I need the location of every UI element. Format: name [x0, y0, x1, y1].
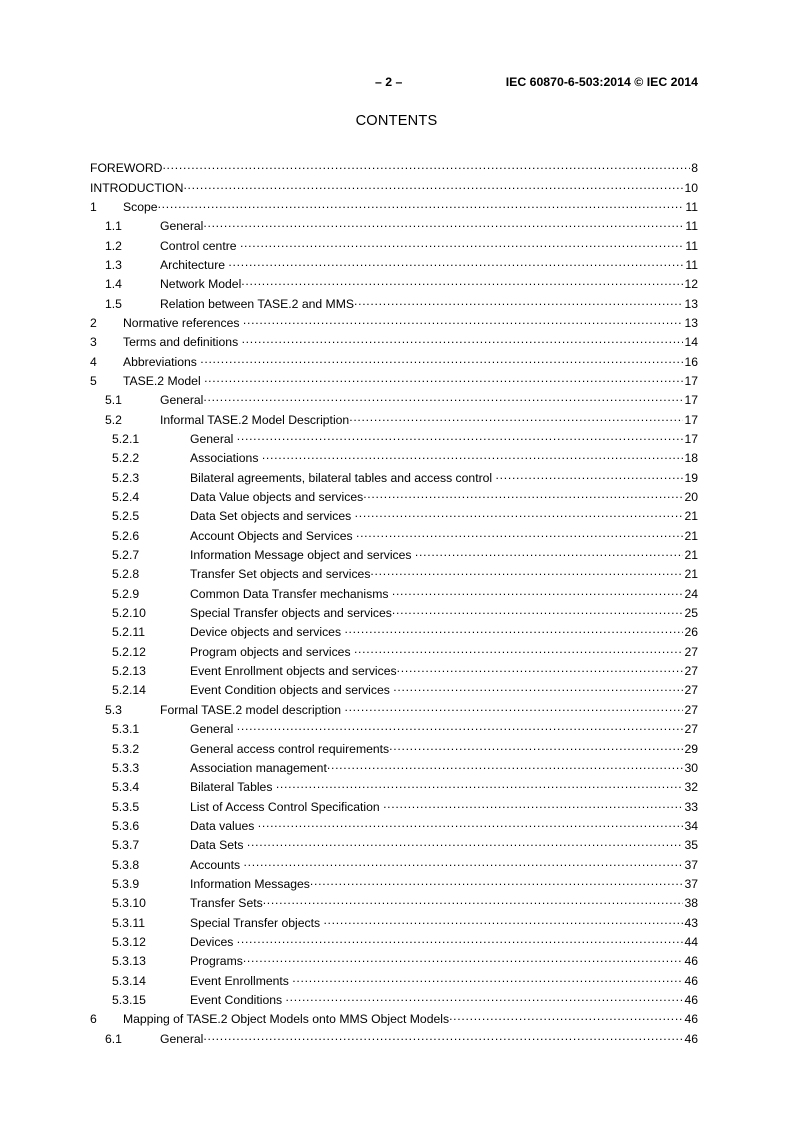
toc-entry-page-number: 24: [684, 586, 698, 601]
toc-entry-page-number: 44: [684, 934, 698, 949]
toc-entry-label: Special Transfer objects: [190, 915, 324, 930]
toc-entry[interactable]: [90, 760, 698, 779]
toc-entry-page-number: 27: [684, 644, 698, 659]
toc-dot-leader: [183, 179, 683, 191]
toc-entry[interactable]: [90, 528, 698, 547]
toc-entry[interactable]: [90, 431, 698, 450]
toc-entry-label: TASE.2 Model: [123, 373, 205, 388]
toc-entry-label: Scope: [123, 199, 158, 214]
toc-entry[interactable]: [90, 895, 698, 914]
toc-entry-label: Bilateral agreements, bilateral tables and access control: [190, 470, 496, 485]
toc-entry[interactable]: [90, 779, 698, 798]
toc-entry-page-number: 8: [691, 161, 698, 176]
toc-entry[interactable]: [90, 818, 698, 837]
toc-dot-leader: [354, 644, 684, 656]
toc-entry-page-number: 46: [684, 1031, 698, 1046]
toc-entry-page-number: 17: [684, 412, 698, 427]
toc-entry-label: Information Messages: [190, 876, 310, 891]
toc-entry[interactable]: [90, 934, 698, 953]
toc-dot-leader: [310, 876, 684, 888]
toc-entry-page-number: 11: [685, 199, 698, 214]
toc-entry[interactable]: [90, 624, 698, 643]
toc-entry-page-number: 17: [684, 393, 698, 408]
toc-entry-number: 5.2.9: [112, 586, 140, 601]
toc-dot-leader: [354, 295, 683, 307]
toc-entry-number: 1: [90, 199, 97, 214]
toc-entry-page-number: 16: [684, 354, 698, 369]
toc-entry-label: Data Value objects and services: [190, 490, 364, 505]
toc-entry-page-number: 32: [684, 780, 698, 795]
toc-entry-number: 5.2.5: [112, 509, 140, 524]
toc-entry-label: General: [160, 393, 204, 408]
toc-entry-number: 5.3.13: [112, 954, 146, 969]
toc-entry-number: 6: [90, 1012, 97, 1027]
toc-entry[interactable]: [90, 315, 698, 334]
toc-entry-label: Normative references: [123, 315, 243, 330]
toc-entry-label: Event Enrollments: [190, 973, 293, 988]
toc-dot-leader: [243, 315, 684, 327]
toc-entry-number: 1.1: [105, 219, 122, 234]
toc-dot-leader: [363, 489, 683, 501]
toc-entry[interactable]: [90, 953, 698, 972]
toc-entry-number: 1.2: [105, 238, 122, 253]
toc-dot-leader: [237, 431, 684, 443]
toc-entry-number: 5.3.15: [112, 992, 146, 1007]
toc-entry-number: 5.3.7: [112, 838, 140, 853]
toc-entry-label: Bilateral Tables: [190, 780, 276, 795]
toc-entry-page-number: 21: [684, 548, 698, 563]
toc-entry-number: 5.3.5: [112, 799, 140, 814]
toc-entry-label: Association management: [190, 760, 327, 775]
toc-dot-leader: [344, 624, 683, 636]
toc-entry-page-number: 27: [684, 664, 698, 679]
toc-dot-leader: [243, 953, 684, 965]
toc-entry-label: Associations: [190, 451, 262, 466]
toc-entry-page-number: 46: [684, 1012, 698, 1027]
toc-entry-label: Formal TASE.2 model description: [160, 702, 345, 717]
toc-entry[interactable]: [90, 644, 698, 663]
toc-entry[interactable]: [90, 721, 698, 740]
toc-entry-page-number: 21: [684, 528, 698, 543]
toc-dot-leader: [276, 779, 684, 791]
toc-entry-number: 5.3: [105, 702, 122, 717]
toc-entry-number: 5.2.2: [112, 451, 140, 466]
toc-dot-leader: [383, 798, 683, 810]
toc-entry-label: Devices: [190, 934, 237, 949]
toc-entry-number: 5: [90, 373, 97, 388]
toc-entry[interactable]: [90, 353, 698, 372]
toc-entry-page-number: 27: [684, 722, 698, 737]
toc-dot-leader: [389, 740, 683, 752]
toc-entry[interactable]: [90, 411, 698, 430]
toc-entry-label: General: [190, 722, 237, 737]
toc-entry-label: Account Objects and Services: [190, 528, 356, 543]
toc-entry-label: Data Set objects and services: [190, 509, 355, 524]
toc-entry[interactable]: [90, 160, 698, 179]
toc-entry-number: 5.3.1: [112, 722, 140, 737]
toc-entry-page-number: 26: [684, 625, 698, 640]
toc-entry-number: 5.2.14: [112, 683, 146, 698]
toc-dot-leader: [415, 547, 684, 559]
toc-entry-number: 5.2.4: [112, 490, 140, 505]
toc-entry-page-number: 14: [684, 335, 698, 350]
table-of-contents: [90, 160, 698, 1050]
toc-dot-leader: [344, 702, 683, 714]
toc-entry-label: List of Access Control Specification: [190, 799, 384, 814]
toc-entry-page-number: 38: [684, 896, 698, 911]
toc-dot-leader: [258, 818, 684, 830]
toc-entry-number: 6.1: [105, 1031, 122, 1046]
toc-entry-label: General access control requirements: [190, 741, 390, 756]
toc-entry-number: 2: [90, 315, 97, 330]
toc-entry-label: Abbreviations: [123, 354, 201, 369]
toc-dot-leader: [323, 914, 683, 926]
toc-entry-label: Event Enrollment objects and services: [190, 664, 397, 679]
toc-entry-number: 5.2.7: [112, 548, 140, 563]
toc-dot-leader: [263, 895, 684, 907]
toc-entry[interactable]: [90, 373, 698, 392]
toc-entry[interactable]: [90, 702, 698, 721]
toc-entry-number: 5.3.10: [112, 896, 146, 911]
toc-entry[interactable]: [90, 605, 698, 624]
toc-dot-leader: [228, 257, 684, 269]
toc-entry[interactable]: [90, 489, 698, 508]
toc-entry-label: Data Sets: [190, 838, 247, 853]
toc-entry-number: 5.2: [105, 412, 122, 427]
toc-entry-label: General: [190, 432, 237, 446]
toc-entry-number: 5.2.1: [112, 432, 140, 446]
toc-entry-label: Information Message object and services: [190, 548, 415, 563]
toc-entry-label: Event Conditions: [190, 992, 286, 1007]
toc-entry-label: Special Transfer objects and services: [190, 606, 392, 621]
toc-entry-page-number: 37: [684, 876, 698, 891]
toc-entry[interactable]: [90, 876, 698, 895]
toc-entry-label: Control centre: [160, 238, 240, 253]
toc-entry[interactable]: [90, 547, 698, 566]
toc-entry[interactable]: [90, 586, 698, 605]
toc-entry-page-number: 21: [684, 567, 698, 582]
toc-entry[interactable]: [90, 1030, 698, 1049]
toc-entry-number: 5.2.6: [112, 528, 140, 543]
toc-dot-leader: [247, 837, 684, 849]
toc-entry-page-number: 35: [684, 838, 698, 853]
toc-entry-page-number: 21: [684, 509, 698, 524]
toc-entry-number: 1.3: [105, 257, 122, 272]
toc-entry[interactable]: [90, 179, 698, 198]
toc-entry[interactable]: [90, 470, 698, 489]
toc-entry-label: FOREWORD: [90, 161, 163, 176]
toc-entry[interactable]: [90, 199, 698, 218]
toc-dot-leader: [349, 411, 683, 423]
toc-dot-leader: [496, 470, 684, 482]
toc-entry-number: 5.2.8: [112, 567, 140, 582]
toc-dot-leader: [204, 373, 683, 385]
toc-dot-leader: [397, 663, 684, 675]
toc-entry-label: Architecture: [160, 257, 229, 272]
toc-dot-leader: [242, 334, 684, 346]
page-title: CONTENTS: [355, 113, 438, 129]
toc-dot-leader: [392, 586, 684, 598]
toc-entry-page-number: 46: [684, 954, 698, 969]
toc-entry-label: Network Model: [160, 277, 242, 292]
toc-entry[interactable]: [90, 508, 698, 527]
toc-entry-label: Program objects and services: [190, 644, 354, 659]
toc-entry[interactable]: [90, 295, 698, 314]
toc-entry-label: Common Data Transfer mechanisms: [190, 586, 392, 601]
toc-entry[interactable]: [90, 257, 698, 276]
toc-entry-number: 4: [90, 354, 97, 369]
toc-entry-number: 5.1: [105, 393, 122, 408]
toc-entry-number: 5.2.3: [112, 470, 140, 485]
toc-entry-label: Terms and definitions: [123, 335, 242, 350]
toc-entry-page-number: 27: [684, 702, 698, 717]
toc-entry-page-number: 30: [684, 760, 698, 775]
toc-entry-page-number: 10: [684, 180, 698, 195]
toc-entry-number: 1.5: [105, 296, 122, 311]
toc-entry-number: 5.2.12: [112, 644, 146, 659]
running-header: [90, 74, 698, 90]
toc-entry-label: Informal TASE.2 Model Description: [160, 412, 350, 427]
toc-entry-label: Device objects and services: [190, 625, 345, 640]
toc-entry-page-number: 37: [684, 857, 698, 872]
toc-entry[interactable]: [90, 450, 698, 469]
document-reference: IEC 60870-6-503:2014 © IEC 2014: [505, 75, 698, 89]
toc-dot-leader: [158, 199, 685, 211]
toc-dot-leader: [393, 682, 683, 694]
toc-entry[interactable]: [90, 914, 698, 933]
toc-entry-number: 3: [90, 335, 97, 350]
toc-entry[interactable]: [90, 566, 698, 585]
toc-dot-leader: [370, 566, 683, 578]
toc-entry-label: General: [160, 219, 204, 234]
toc-entry[interactable]: [90, 992, 698, 1011]
toc-entry-page-number: 20: [684, 490, 698, 505]
toc-entry-page-number: 34: [684, 818, 698, 833]
toc-entry-number: 5.3.6: [112, 818, 140, 833]
toc-entry-page-number: 17: [684, 373, 698, 388]
toc-entry-page-number: 25: [684, 606, 698, 621]
toc-entry-number: 5.2.13: [112, 664, 146, 679]
toc-dot-leader: [203, 1030, 683, 1042]
toc-dot-leader: [237, 721, 684, 733]
toc-entry[interactable]: [90, 237, 698, 256]
toc-dot-leader: [237, 934, 684, 946]
toc-entry-number: 5.3.11: [112, 915, 145, 930]
toc-entry[interactable]: [90, 1011, 698, 1030]
toc-entry-label: INTRODUCTION: [90, 180, 184, 195]
toc-entry-number: 5.3.9: [112, 876, 140, 891]
toc-entry-page-number: 12: [684, 277, 698, 292]
toc-entry-label: Accounts: [190, 857, 244, 872]
toc-entry[interactable]: [90, 276, 698, 295]
toc-dot-leader: [292, 972, 683, 984]
toc-entry-number: 5.3.14: [112, 973, 146, 988]
toc-dot-leader: [244, 856, 684, 868]
toc-dot-leader: [241, 276, 683, 288]
toc-entry-number: 5.3.12: [112, 934, 146, 949]
toc-entry-page-number: 13: [684, 296, 698, 311]
toc-entry-page-number: 43: [684, 915, 698, 930]
toc-entry[interactable]: [90, 218, 698, 237]
toc-entry-number: 1.4: [105, 277, 122, 292]
toc-entry-number: 5.3.8: [112, 857, 140, 872]
toc-dot-leader: [356, 528, 683, 540]
toc-entry[interactable]: [90, 837, 698, 856]
toc-dot-leader: [200, 353, 683, 365]
toc-dot-leader: [355, 508, 684, 520]
toc-entry-page-number: 19: [684, 470, 698, 485]
toc-entry-label: Event Condition objects and services: [190, 683, 394, 698]
toc-dot-leader: [162, 160, 690, 172]
toc-entry[interactable]: [90, 392, 698, 411]
toc-entry-label: General: [160, 1031, 204, 1046]
toc-entry-page-number: 33: [684, 799, 698, 814]
toc-entry-label: Programs: [190, 954, 243, 969]
toc-dot-leader: [449, 1011, 683, 1023]
toc-entry-page-number: 13: [684, 315, 698, 330]
page-folio: – 2 –: [375, 75, 403, 89]
toc-entry-page-number: 17: [684, 432, 698, 446]
toc-dot-leader: [203, 392, 683, 404]
toc-entry-page-number: 11: [685, 219, 698, 234]
toc-entry-label: Transfer Set objects and services: [190, 567, 371, 582]
toc-entry-page-number: 29: [684, 741, 698, 756]
toc-dot-leader: [262, 450, 684, 462]
toc-entry[interactable]: [90, 740, 698, 759]
toc-entry-number: 5.3.3: [112, 760, 140, 775]
toc-entry-number: 5.2.11: [112, 625, 145, 640]
toc-entry[interactable]: [90, 334, 698, 353]
toc-entry-number: 5.3.4: [112, 780, 140, 795]
toc-entry[interactable]: [90, 682, 698, 701]
toc-entry-page-number: 46: [684, 992, 698, 1007]
toc-entry-page-number: 18: [684, 451, 698, 466]
toc-dot-leader: [203, 218, 684, 230]
toc-entry-page-number: 11: [685, 257, 698, 272]
toc-entry-label: Data values: [190, 818, 258, 833]
toc-entry-number: 5.3.2: [112, 741, 140, 756]
toc-entry[interactable]: [90, 798, 698, 817]
toc-entry-page-number: 11: [685, 238, 698, 253]
toc-entry[interactable]: [90, 856, 698, 875]
toc-dot-leader: [327, 760, 684, 772]
toc-dot-leader: [392, 605, 684, 617]
toc-entry[interactable]: [90, 663, 698, 682]
toc-entry[interactable]: [90, 972, 698, 991]
toc-entry-page-number: 46: [684, 973, 698, 988]
toc-entry-number: 5.2.10: [112, 606, 146, 621]
toc-entry-label: Relation between TASE.2 and MMS: [160, 296, 354, 311]
toc-entry-label: Mapping of TASE.2 Object Models onto MMS Object Models: [123, 1012, 450, 1027]
toc-entry-label: Transfer Sets: [190, 896, 263, 911]
toc-entry-page-number: 27: [684, 683, 698, 698]
toc-dot-leader: [240, 237, 684, 249]
toc-dot-leader: [286, 992, 684, 1004]
